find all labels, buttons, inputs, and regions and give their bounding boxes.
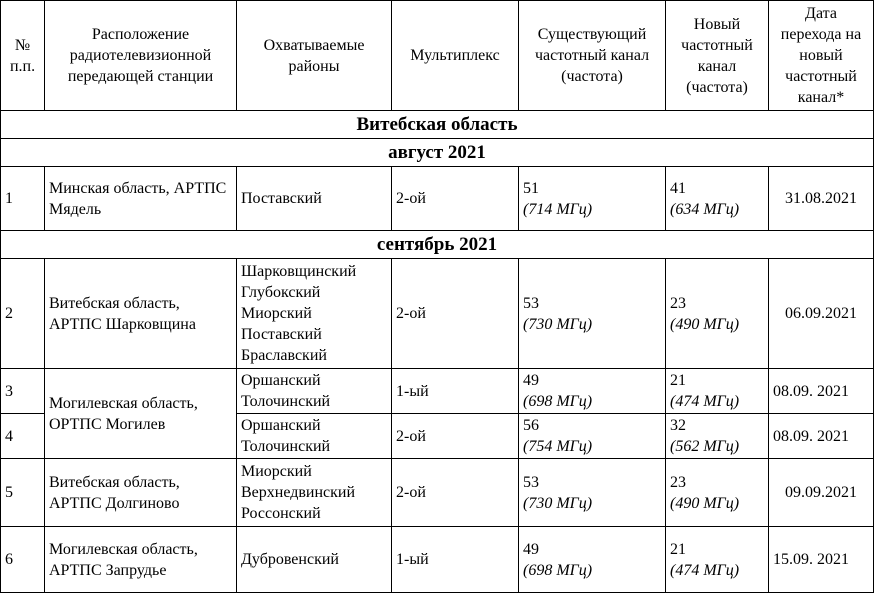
row-new-channel: [666, 167, 769, 231]
current-channel-number: 49: [523, 540, 539, 558]
row-date: 31.08.2021: [769, 167, 874, 231]
new-channel-number: 21: [670, 372, 686, 389]
row-current-channel: [519, 459, 666, 527]
row-date: 09.09.2021: [769, 459, 874, 527]
row-date: 15.09. 2021: [769, 527, 874, 593]
section-row-august: [1, 139, 874, 167]
new-channel-number: 41: [670, 179, 686, 197]
row-current-channel: [519, 527, 666, 593]
table-row: [1, 459, 874, 527]
section-september: сентябрь 2021: [1, 231, 874, 259]
row-current-channel: [519, 167, 666, 231]
header-multiplex: Мультиплекс: [392, 1, 519, 111]
row-num: 3: [1, 369, 45, 414]
region-row: [1, 111, 874, 139]
row-multiplex: 2-ой: [392, 459, 519, 527]
row-new-channel: [666, 527, 769, 593]
header-areas: Охватываемые районы: [237, 1, 392, 111]
current-channel-number: 56: [523, 417, 539, 434]
row-areas: Поставский: [237, 167, 392, 231]
row-location: Витебская область, АРТПС Долгиново: [45, 459, 237, 527]
row-multiplex: 1-ый: [392, 369, 519, 414]
new-channel-number: 23: [670, 294, 686, 312]
table-row: [1, 259, 874, 369]
current-channel-number: 53: [523, 473, 539, 491]
row-location: Витебская область, АРТПС Шарковщина: [45, 259, 237, 369]
row-location: Могилевская область, АРТПС Запрудье: [45, 527, 237, 593]
row-num: 6: [1, 527, 45, 593]
row-areas: Шарковщинский Глубокский Миорский Поставский Браславский: [237, 259, 392, 369]
new-frequency: (474 МГц): [670, 561, 740, 579]
new-channel-number: 21: [670, 540, 686, 558]
row-multiplex: 2-ой: [392, 414, 519, 459]
new-frequency: (562 МГц): [670, 438, 740, 455]
row-areas: Оршанский Толочинский: [237, 369, 392, 414]
region-title: Витебская область: [1, 111, 874, 139]
current-frequency: (698 МГц): [523, 561, 593, 579]
row-current-channel: [519, 414, 666, 459]
new-frequency: (634 МГц): [670, 200, 740, 218]
header-location: Расположение радиотелевизионной передающей станции: [45, 1, 237, 111]
row-new-channel: [666, 259, 769, 369]
row-new-channel: [666, 414, 769, 459]
new-frequency: (474 МГц): [670, 393, 740, 410]
row-location: Минская область, АРТПС Мядель: [45, 167, 237, 231]
current-frequency: (730 МГц): [523, 494, 593, 512]
header-num: № п.п.: [1, 1, 45, 111]
row-multiplex: 1-ый: [392, 527, 519, 593]
row-num: 2: [1, 259, 45, 369]
new-frequency: (490 МГц): [670, 494, 740, 512]
row-date: 06.09.2021: [769, 259, 874, 369]
new-channel-number: 32: [670, 417, 686, 434]
row-areas: Миорский Верхнедвинский Россонский: [237, 459, 392, 527]
current-frequency: (698 МГц): [523, 393, 593, 410]
current-channel-number: 49: [523, 372, 539, 389]
table-row: [1, 527, 874, 593]
row-num: 1: [1, 167, 45, 231]
row-current-channel: [519, 369, 666, 414]
new-channel-number: 23: [670, 473, 686, 491]
header-row: [1, 1, 874, 111]
row-new-channel: [666, 459, 769, 527]
current-channel-number: 53: [523, 294, 539, 312]
row-multiplex: 2-ой: [392, 259, 519, 369]
row-date: 08.09. 2021: [769, 369, 874, 414]
current-frequency: (714 МГц): [523, 200, 593, 218]
row-date: 08.09. 2021: [769, 414, 874, 459]
row-areas: Оршанский Толочинский: [237, 414, 392, 459]
row-num: 5: [1, 459, 45, 527]
row-num: 4: [1, 414, 45, 459]
row-areas: Дубровенский: [237, 527, 392, 593]
new-frequency: (490 МГц): [670, 315, 740, 333]
current-frequency: (730 МГц): [523, 315, 593, 333]
section-row-september: [1, 231, 874, 259]
header-transition-date: Дата перехода на новый частотный канал*: [769, 1, 874, 111]
section-august: август 2021: [1, 139, 874, 167]
current-frequency: (754 МГц): [523, 438, 593, 455]
header-new-channel: Новый частотный канал (частота): [666, 1, 769, 111]
row-new-channel: [666, 369, 769, 414]
table-row: [1, 369, 874, 414]
row-multiplex: 2-ой: [392, 167, 519, 231]
table-row: [1, 167, 874, 231]
row-current-channel: [519, 259, 666, 369]
current-channel-number: 51: [523, 179, 539, 197]
row-location: Могилевская область, ОРТПС Могилев: [45, 369, 237, 459]
header-current-channel: Существующий частотный канал (частота): [519, 1, 666, 111]
